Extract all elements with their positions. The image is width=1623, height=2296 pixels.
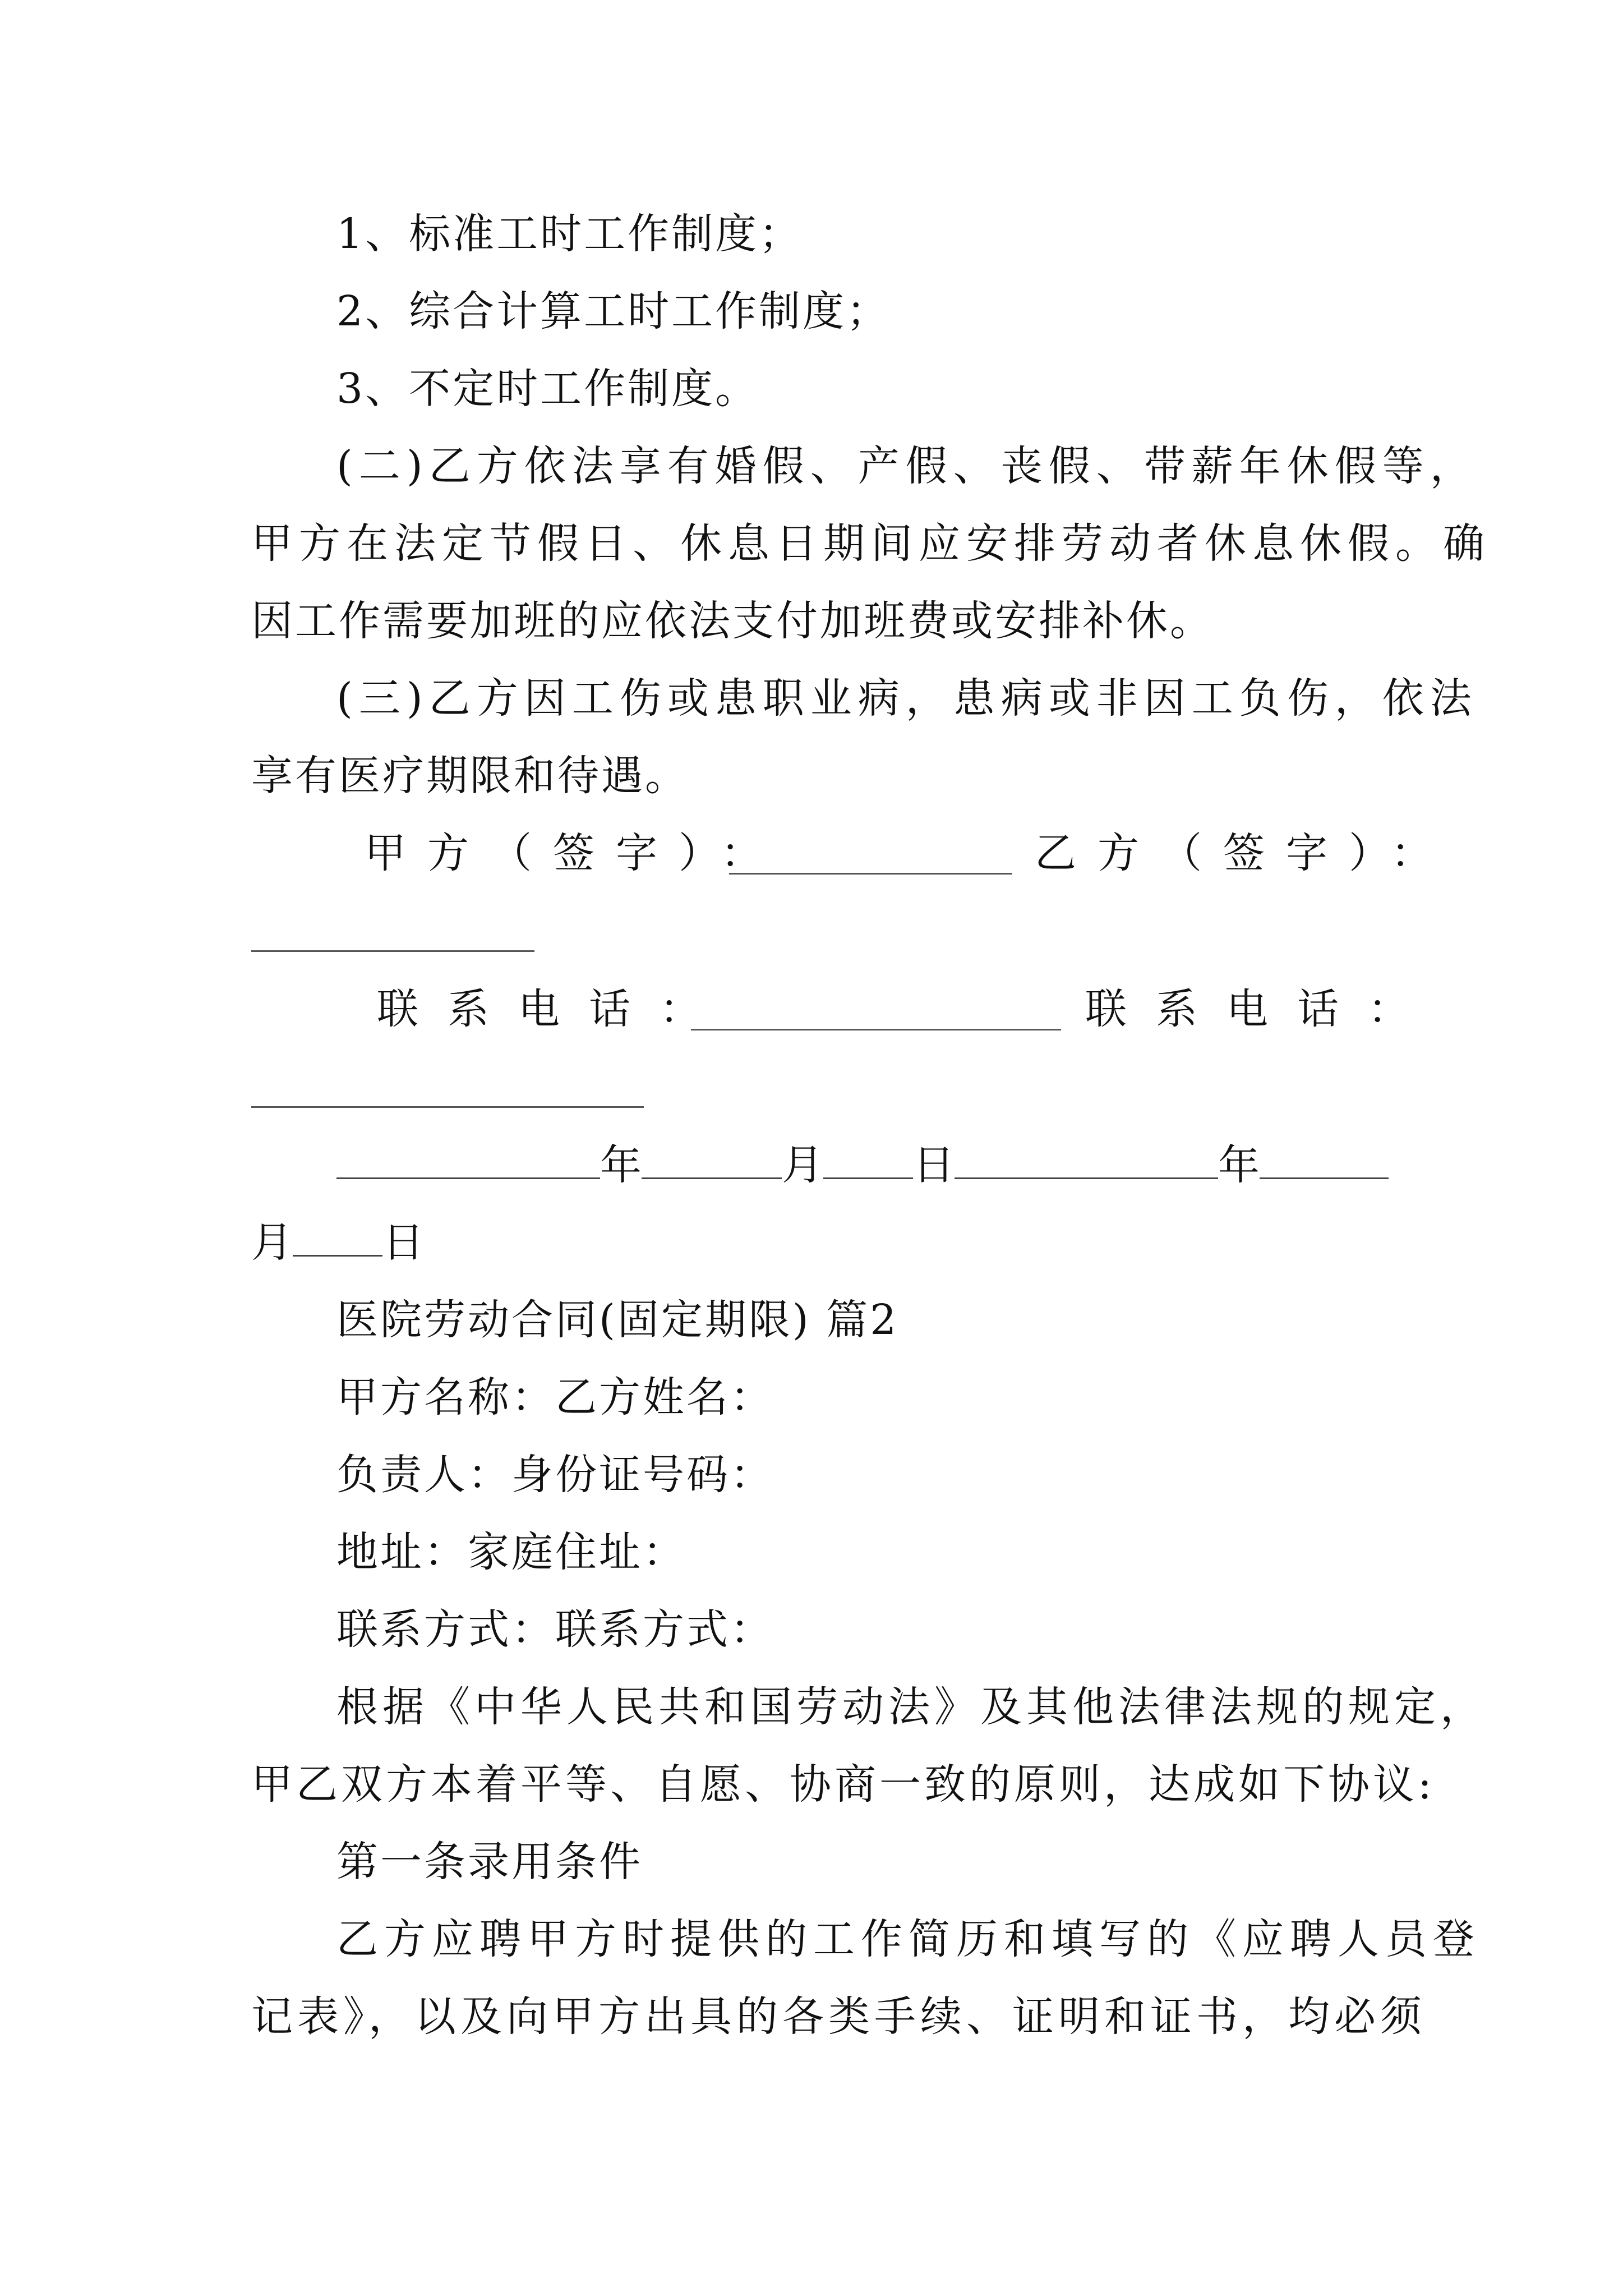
year-label-a: 年 [600, 1141, 642, 1189]
list-item-combined-hours: 2、综合计算工时工作制度； [336, 287, 891, 335]
list-item-flexible-hours: 3、不定时工作制度。 [336, 365, 759, 413]
paragraph-leave-line-1: (二)乙方依法享有婚假、产假、丧假、带薪年休假等， [336, 442, 1478, 490]
field-responsible-id: 负责人：身份证号码： [336, 1451, 774, 1499]
party-b-signature-blank [251, 950, 534, 952]
day-blank-a [823, 1144, 913, 1179]
paragraph-basis-line-2: 甲乙双方本着平等、自愿、协商一致的原则，达成如下协议: [251, 1760, 1435, 1809]
year-label-b: 年 [1218, 1141, 1260, 1189]
paragraph-leave-line-3: 因工作需要加班的应依法支付加班费或安排补休。 [251, 597, 1214, 645]
day-label-b: 日 [382, 1218, 424, 1267]
list-item-standard-hours: 1、标准工时工作制度； [336, 210, 803, 258]
party-b-phone-blank [251, 1106, 644, 1108]
article-1-heading: 第一条录用条件 [336, 1838, 643, 1886]
party-a-signature-label: 甲方（签字）： [365, 829, 783, 877]
party-b-signature-label: 乙方（签字）： [1035, 829, 1454, 877]
paragraph-hiring-line-1: 乙方应聘甲方时提供的工作简历和填写的《应聘人员登 [336, 1915, 1481, 1963]
field-party-names: 甲方名称：乙方姓名： [336, 1373, 774, 1421]
paragraph-injury-line-2: 享有医疗期限和待遇。 [251, 752, 689, 800]
year-blank-a [336, 1144, 600, 1179]
section-title-contract-2: 医院劳动合同(固定期限) 篇2 [336, 1296, 899, 1344]
party-a-phone-label: 联系电话： [377, 985, 730, 1033]
paragraph-hiring-line-2: 记表》，以及向甲方出具的各类手续、证明和证书，均必须 [251, 1993, 1426, 2041]
month-blank-b [1260, 1144, 1389, 1179]
month-blank-a [642, 1144, 782, 1179]
date-row-2 [251, 1217, 424, 1268]
party-a-signature-blank [729, 873, 1012, 875]
year-blank-b [955, 1144, 1218, 1179]
field-contact: 联系方式：联系方式： [336, 1605, 774, 1654]
day-label-a: 日 [913, 1141, 955, 1189]
paragraph-basis-line-1: 根据《中华人民共和国劳动法》及其他法律法规的规定， [336, 1683, 1486, 1731]
paragraph-injury-line-1: (三)乙方因工伤或患职业病，患病或非因工负伤，依法 [336, 674, 1478, 723]
field-address: 地址：家庭住址： [336, 1528, 686, 1576]
party-b-phone-label: 联系电话： [1085, 985, 1438, 1033]
paragraph-leave-line-2: 甲方在法定节假日、休息日期间应安排劳动者休息休假。确 [251, 519, 1491, 568]
party-a-phone-blank [691, 1029, 1061, 1030]
day-blank-b [293, 1221, 382, 1257]
month-label-a: 月 [782, 1141, 823, 1189]
date-row-1 [336, 1140, 1389, 1190]
month-label-b: 月 [251, 1218, 293, 1267]
